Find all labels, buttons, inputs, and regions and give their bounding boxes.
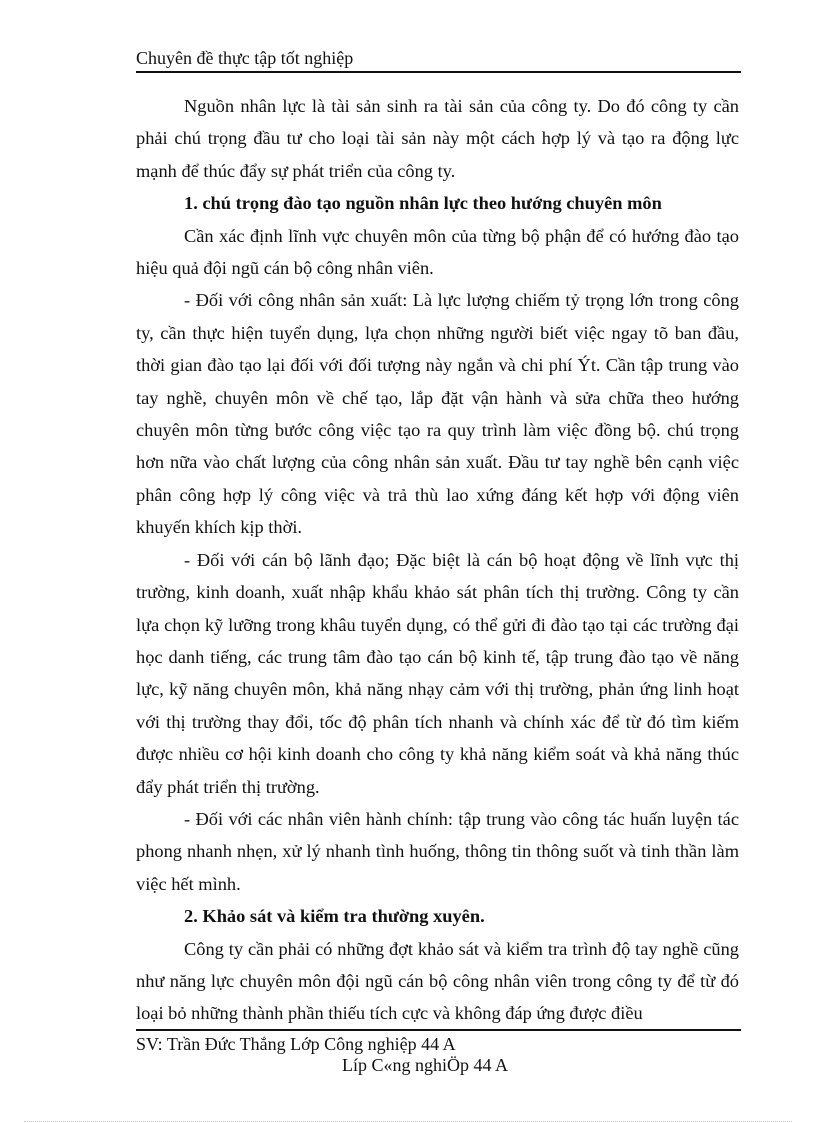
- section-heading-2: 2. Khảo sát và kiểm tra thường xuyên.: [184, 906, 485, 927]
- paragraph-intro: Nguồn nhân lực là tài sản sinh ra tài sản của công ty. Do đó công ty cần phải chú trọng đầu tư cho loại tài sản này một cách hợp lý và tạo ra động lực mạnh để thúc đẩy sự phát triển của công ty.: [136, 96, 739, 181]
- paragraph-section-1-intro: Cần xác định lĩnh vực chuyên môn của từng bộ phận để có hướng đào tạo hiệu quả đội ngũ cán bộ công nhân viên.: [136, 225, 739, 279]
- footer-divider: [136, 1029, 741, 1031]
- paragraph-admin-staff: - Đối với các nhân viên hành chính: tập trung vào công tác huấn luyện tác phong nhanh nhẹn, xử lý nhanh tình huống, thông tin thông suốt và tinh thần làm việc hết mình.: [136, 808, 739, 894]
- document-body: [136, 90, 739, 1030]
- footer-student-line: SV: Trần Đức Thắng Lớp Công nghiệp 44 A: [136, 1034, 456, 1054]
- paragraph-managers: - Đối với cán bộ lãnh đạo; Đặc biệt là cán bộ hoạt động về lĩnh vực thị trường, kinh doanh, xuất nhập khẩu khảo sát phân tích thị trường. Công ty cần lựa chọn kỹ lưỡng trong khâu tuyển dụng, có thể gửi đi đào tạo tại các trường đại học danh tiếng, các trung tâm đào tạo cán bộ kinh tế, tập trung đào tạo về năng lực, kỹ năng chuyên môn, khả năng nhạy cảm với thị trường, phản ứng linh hoạt với thị trường thay đổi, tốc độ phân tích nhanh và chính xác để từ đó tìm kiếm được nhiều cơ hội kinh doanh cho công ty khả năng kiểm soát và khả năng thúc đẩy phát triển thị trường.: [136, 549, 739, 797]
- paragraph-production-workers: - Đối với công nhân sản xuất: Là lực lượng chiếm tỷ trọng lớn trong công ty, cần thực hiện tuyển dụng, lựa chọn những người biết việc ngay tõ ban đầu, thời gian đào tạo lại đối với đối tượng này ngắn và chi phí Ýt. Cần tập trung vào tay nghề, chuyên môn về chế tạo, lắp đặt vận hành và sửa chữa theo hướng chuyên môn từng bước công việc tạo ra quy trình làm việc đồng bộ. chú trọng hơn nữa vào chất lượng của công nhân sản xuất. Đầu tư tay nghề bên cạnh việc phân công hợp lý công việc và trả thù lao xứng đáng kết hợp với động viên khuyến khích kịp thời.: [136, 290, 739, 538]
- footer-class-line: Líp C«ng nghiÖp 44 A: [342, 1055, 509, 1075]
- section-heading-1: 1. chú trọng đào tạo nguồn nhân lực theo hướng chuyên môn: [184, 193, 662, 214]
- page-header-title: Chuyên đề thực tập tốt nghiệp: [136, 48, 354, 68]
- paragraph-section-2: Công ty cần phải có những đợt khảo sát và kiểm tra trình độ tay nghề cũng như năng lực chuyên môn đội ngũ cán bộ công nhân viên trong công ty để từ đó loại bỏ những thành phần thiếu tích cực và không đáp ứng được điều: [136, 938, 739, 1024]
- page-bottom-edge: [24, 1121, 792, 1122]
- header-divider: [136, 71, 741, 73]
